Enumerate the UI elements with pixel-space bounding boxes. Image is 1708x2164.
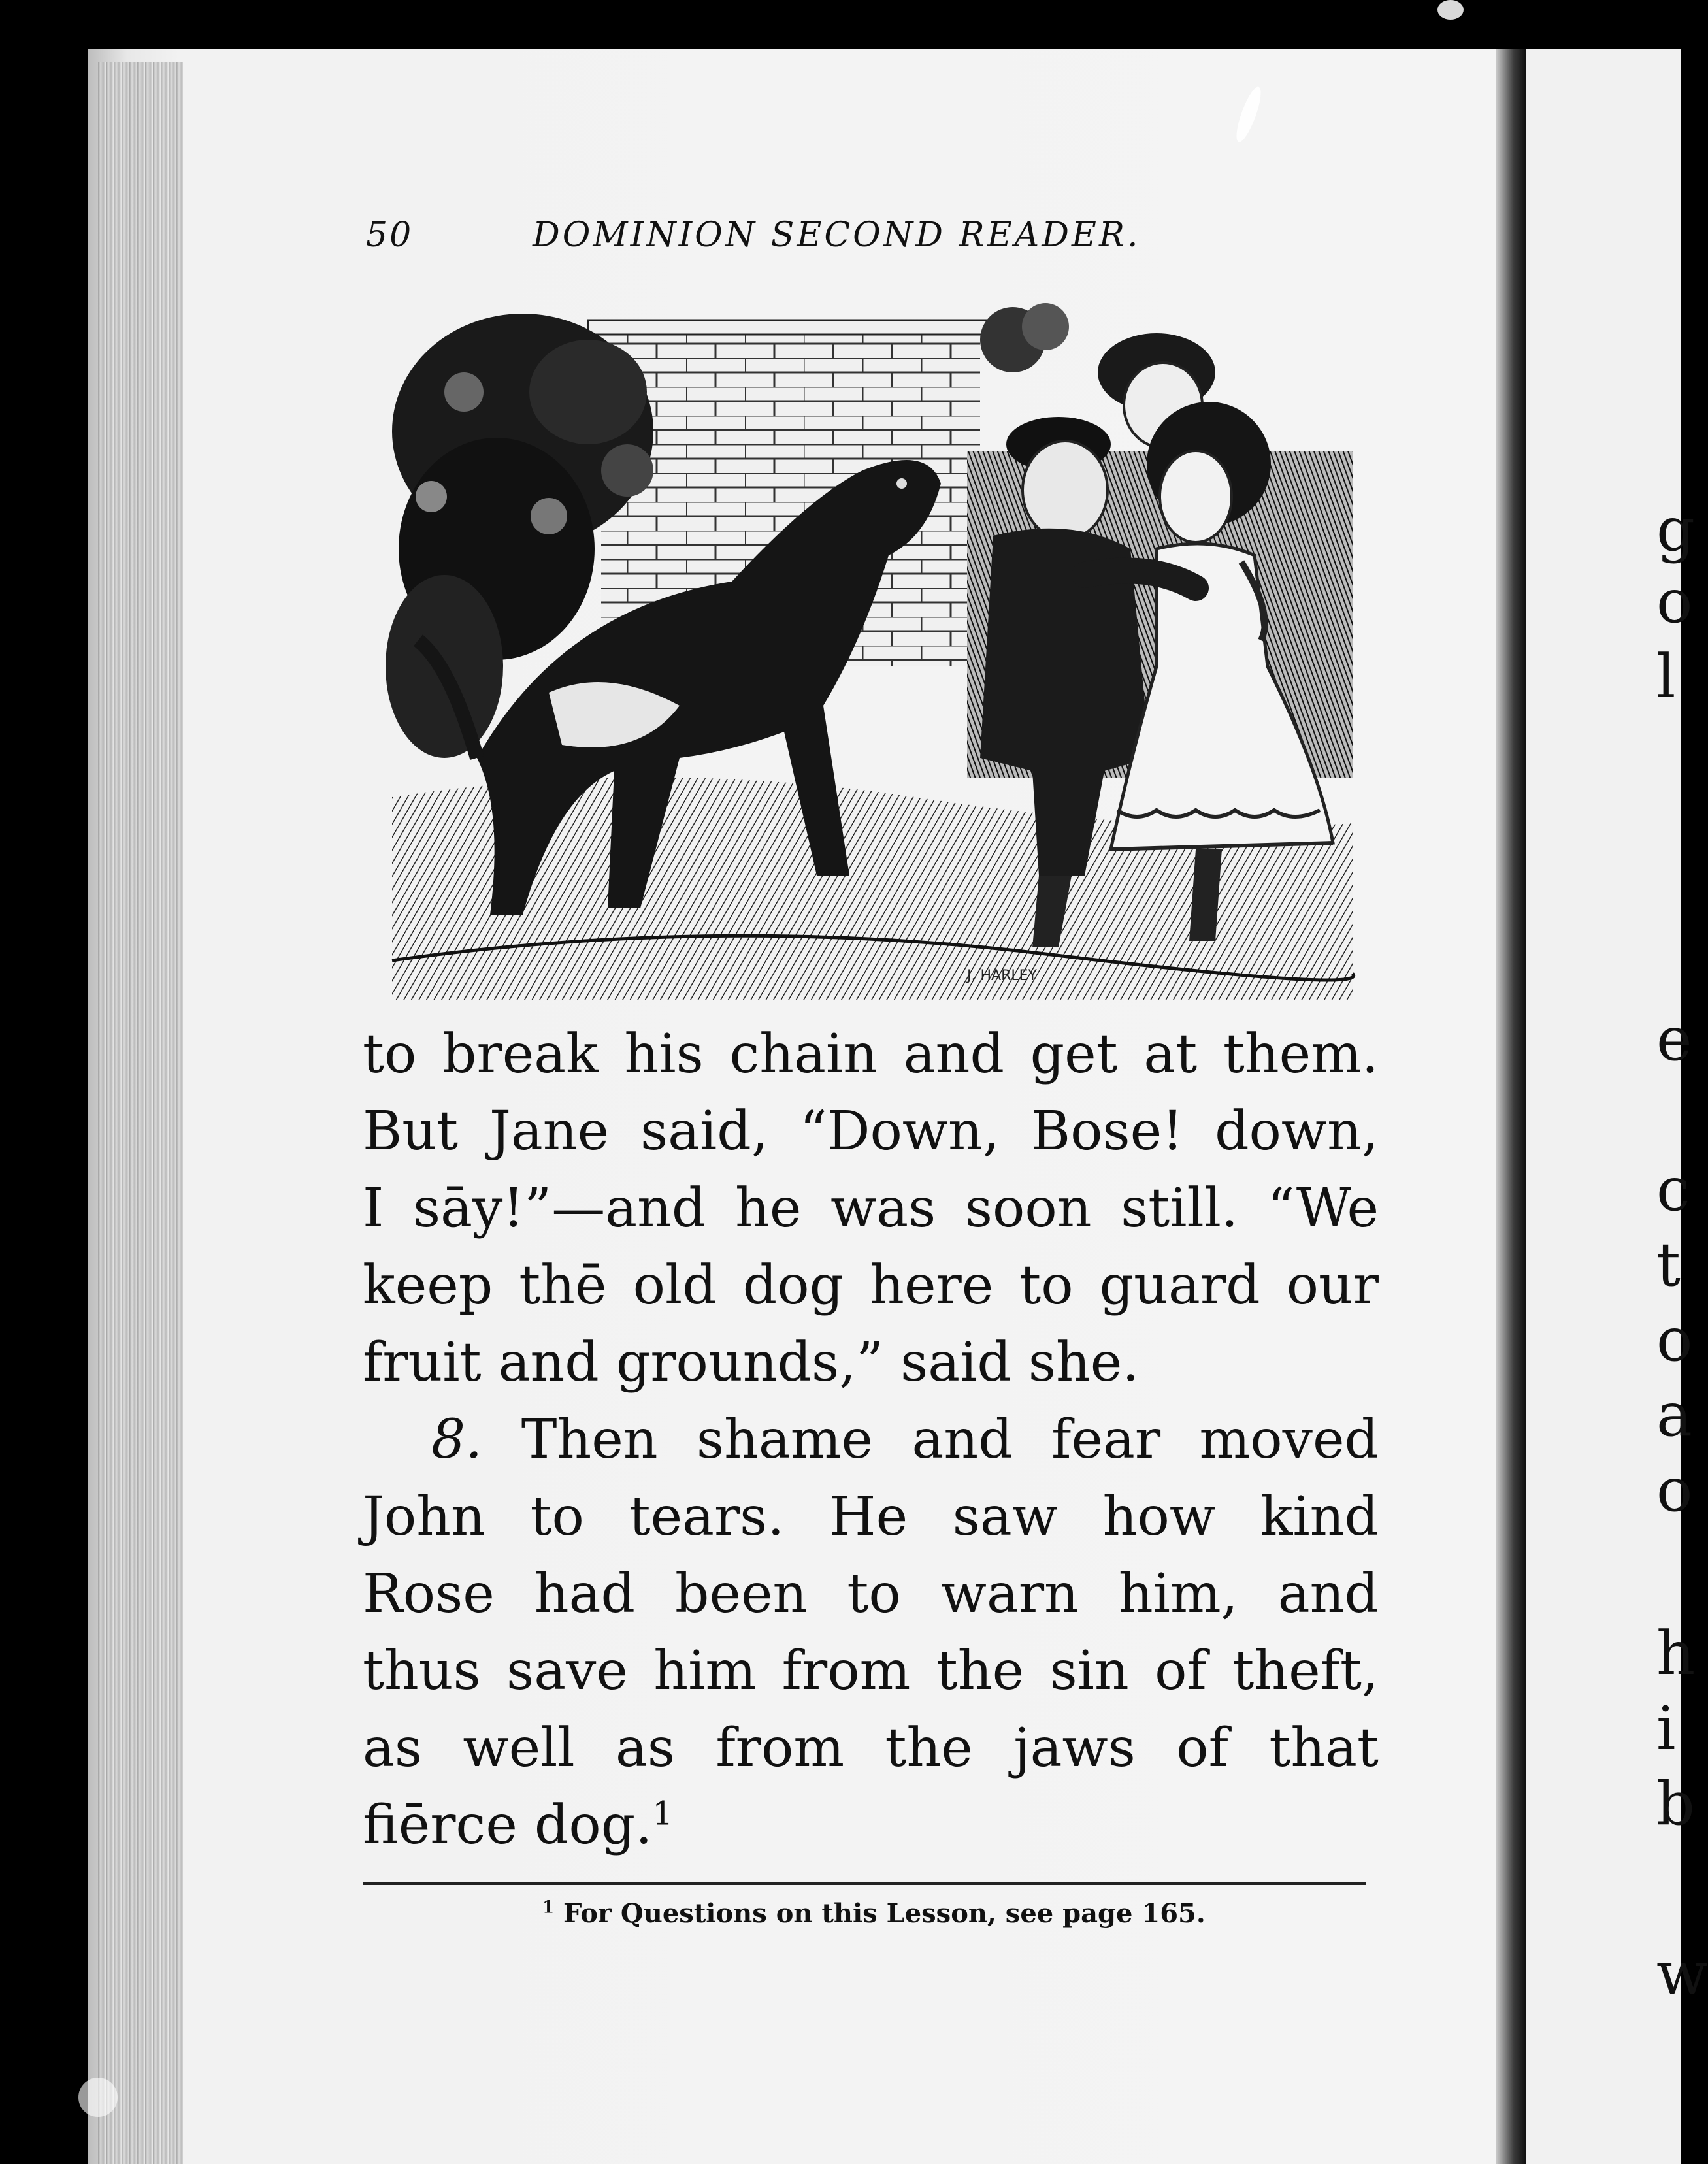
footnote-text: For Questions on this Lesson, see page 165. — [563, 1898, 1206, 1929]
facing-fragment: c — [1656, 1155, 1690, 1224]
paragraph-first-line — [363, 1402, 1379, 1479]
footnote-reference: 1 — [652, 1794, 674, 1833]
running-header — [366, 216, 1411, 261]
facing-fragment: g — [1656, 495, 1695, 565]
engraver-signature: J. HARLEY — [967, 968, 1037, 984]
facing-fragment: a — [1656, 1380, 1692, 1450]
paragraph-number: 8. — [431, 1409, 483, 1471]
text-line: Then shame and fear moved — [521, 1409, 1379, 1471]
text-line: Rose had been to warn him, and — [363, 1563, 1379, 1625]
text-line: But Jane said, “Down, Bose! down, — [363, 1100, 1379, 1162]
scan-speck — [1437, 0, 1464, 20]
text-line: fiērce dog. — [363, 1794, 653, 1856]
book-gutter — [1496, 49, 1526, 2164]
text-line: thus save him from the sin of theft, — [363, 1640, 1379, 1702]
text-line: as well as from the jaws of that — [363, 1717, 1379, 1779]
footnote — [542, 1898, 1326, 1929]
page-edges — [98, 62, 183, 2164]
body-text — [363, 1016, 1379, 1864]
facing-page-fragment — [1526, 49, 1708, 2164]
facing-fragment: e — [1656, 1004, 1692, 1074]
footnote-mark: 1 — [542, 1897, 555, 1918]
text-line: I sāy!”—and he was soon still. “We — [363, 1177, 1379, 1239]
facing-fragment: h — [1656, 1618, 1696, 1688]
wall-cap — [588, 320, 993, 335]
text-line: fruit and grounds,” said she. — [363, 1332, 1140, 1394]
facing-fragment: b — [1656, 1769, 1695, 1839]
engraving-illustration — [392, 301, 1353, 1000]
facing-fragment: w — [1656, 1939, 1708, 2008]
facing-fragment: i — [1656, 1694, 1676, 1763]
text-line: to break his chain and get at them. — [363, 1023, 1379, 1085]
scan-speck — [78, 2078, 118, 2117]
facing-fragment: o — [1656, 1305, 1693, 1375]
text-line: keep thē old dog here to guard our — [363, 1254, 1379, 1317]
last-text-line — [363, 1787, 1379, 1864]
page-number: 50 — [366, 216, 414, 255]
book-title: DOMINION SECOND READER. — [533, 216, 1141, 255]
text-line: John to tears. He saw how kind — [363, 1486, 1379, 1548]
footnote-rule — [363, 1882, 1366, 1885]
facing-fragment: o — [1656, 566, 1693, 636]
facing-fragment: o — [1656, 1455, 1693, 1525]
facing-fragment: t — [1656, 1230, 1681, 1300]
facing-fragment: l — [1656, 642, 1676, 712]
